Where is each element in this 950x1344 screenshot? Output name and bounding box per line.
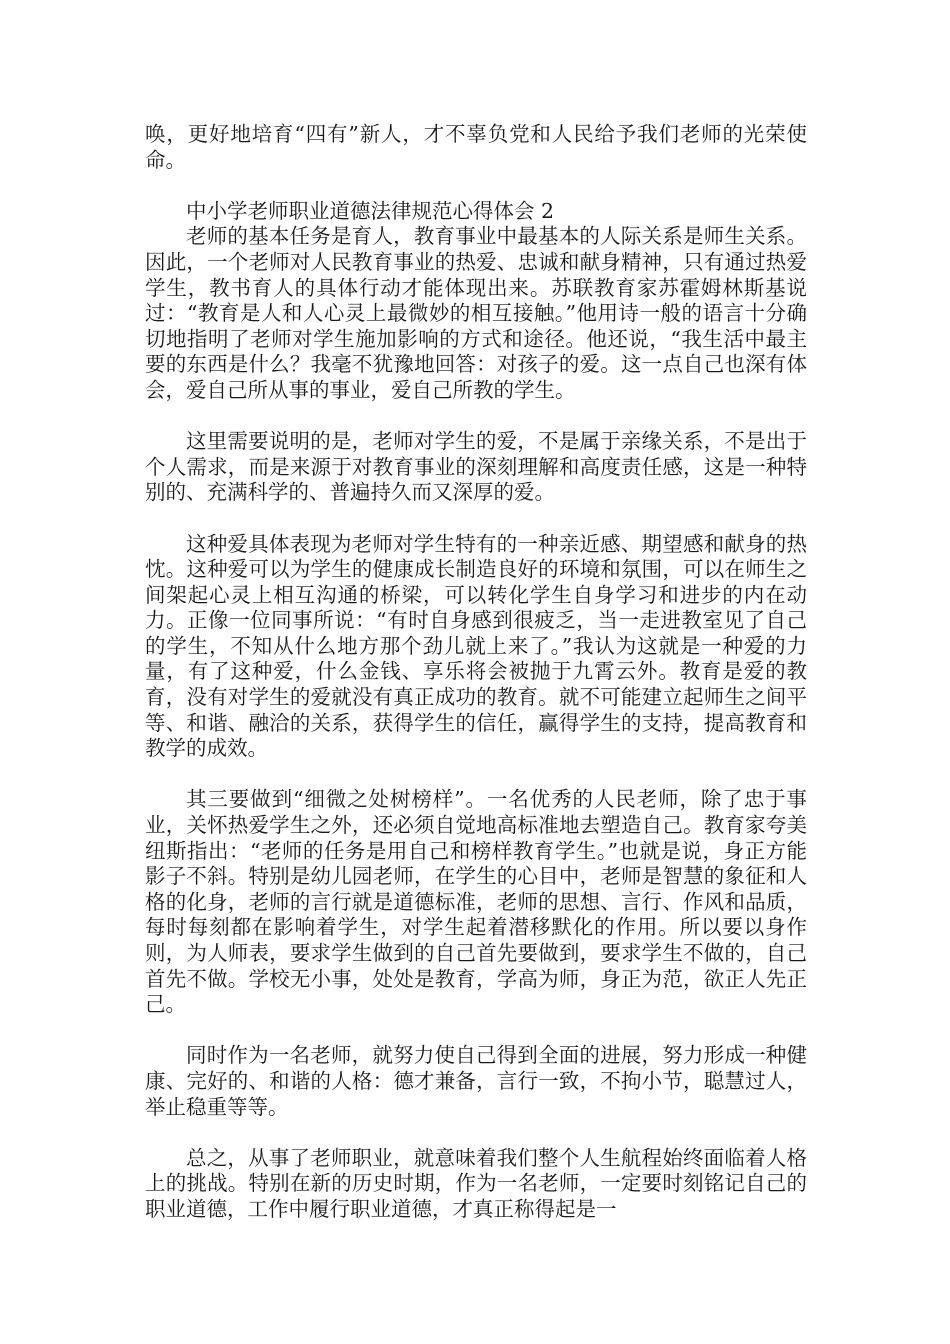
paragraph-5: 同时作为一名老师，就努力使自己得到全面的进展，努力形成一种健康、完好的、和谐的人格：德才兼备，言行一致，不拘小节，聪慧过人，举止稳重等等。 (145, 1043, 807, 1119)
paragraph-1: 老师的基本任务是育人，教育事业中最基本的人际关系是师生关系。因此，一个老师对人民教育事业的热爱、忠诚和献身精神，只有通过热爱学生，教书育人的具体行动才能体现出来。苏联教育家苏霍姆林斯基说过：“教育是人和人心灵上最微妙的相互接触。”他用诗一般的语言十分确切地指明了老师对学生施加影响的方式和途径。他还说，“我生活中最主要的东西是什么？我毫不犹豫地回答：对孩子的爱。这一点自己也深有体会，爱自己所从事的事业，爱自己所教的学生。 (145, 224, 807, 402)
paragraph-4: 其三要做到“细微之处树榜样”。一名优秀的人民老师，除了忠于事业，关怀热爱学生之外，还必须自觉地高标准地去塑造自己。教育家夸美纽斯指出：“老师的任务是用自己和榜样教育学生。”也就是说，身正方能影子不斜。特别是幼儿园老师，在学生的心目中，老师是智慧的象征和人格的化身，老师的言行就是道德标准，老师的思想、言行、作风和品质，每时每刻都在影响着学生，对学生起着潜移默化的作用。所以要以身作则，为人师表，要求学生做到的自己首先要做到，要求学生不做的，自己首先不做。学校无小事，处处是教育，学高为师，身正为范，欲正人先正己。 (145, 787, 807, 1017)
paragraph-2: 这里需要说明的是，老师对学生的爱，不是属于亲缘关系，不是出于个人需求，而是来源于对教育事业的深刻理解和高度责任感，这是一种特别的、充满科学的、普遍持久而又深厚的爱。 (145, 429, 807, 505)
section-block (145, 199, 807, 404)
section-title: 中小学老师职业道德法律规范心得体会 2 (186, 198, 555, 223)
paragraph-6: 总之，从事了老师职业，就意味着我们整个人生航程始终面临着人格上的挑战。特别在新的历史时期，作为一名老师，一定要时刻铭记自己的职业道德，工作中履行职业道德，才真正称得起是一 (145, 1145, 807, 1221)
document-body (145, 122, 807, 1248)
paragraph-3: 这种爱具体表现为老师对学生特有的一种亲近感、期望感和献身的热忱。这种爱可以为学生的健康成长制造良好的环境和氛围，可以在师生之间架起心灵上相互沟通的桥梁，可以转化学生自身学习和进步的内在动力。正像一位同事所说：“有时自身感到很疲乏，当一走进教室见了自己的学生，不知从什么地方那个劲儿就上来了。”我认为这就是一种爱的力量，有了这种爱，什么金钱、享乐将会被抛于九霄云外。教育是爱的教育，没有对学生的爱就没有真正成功的教育。就不可能建立起师生之间平等、和谐、融洽的关系，获得学生的信任，赢得学生的支持，提高教育和教学的成效。 (145, 531, 807, 761)
paragraph-spacer (145, 404, 807, 430)
continuation-paragraph: 唤，更好地培育“四有”新人，才不辜负党和人民给予我们老师的光荣使命。 (145, 122, 807, 172)
